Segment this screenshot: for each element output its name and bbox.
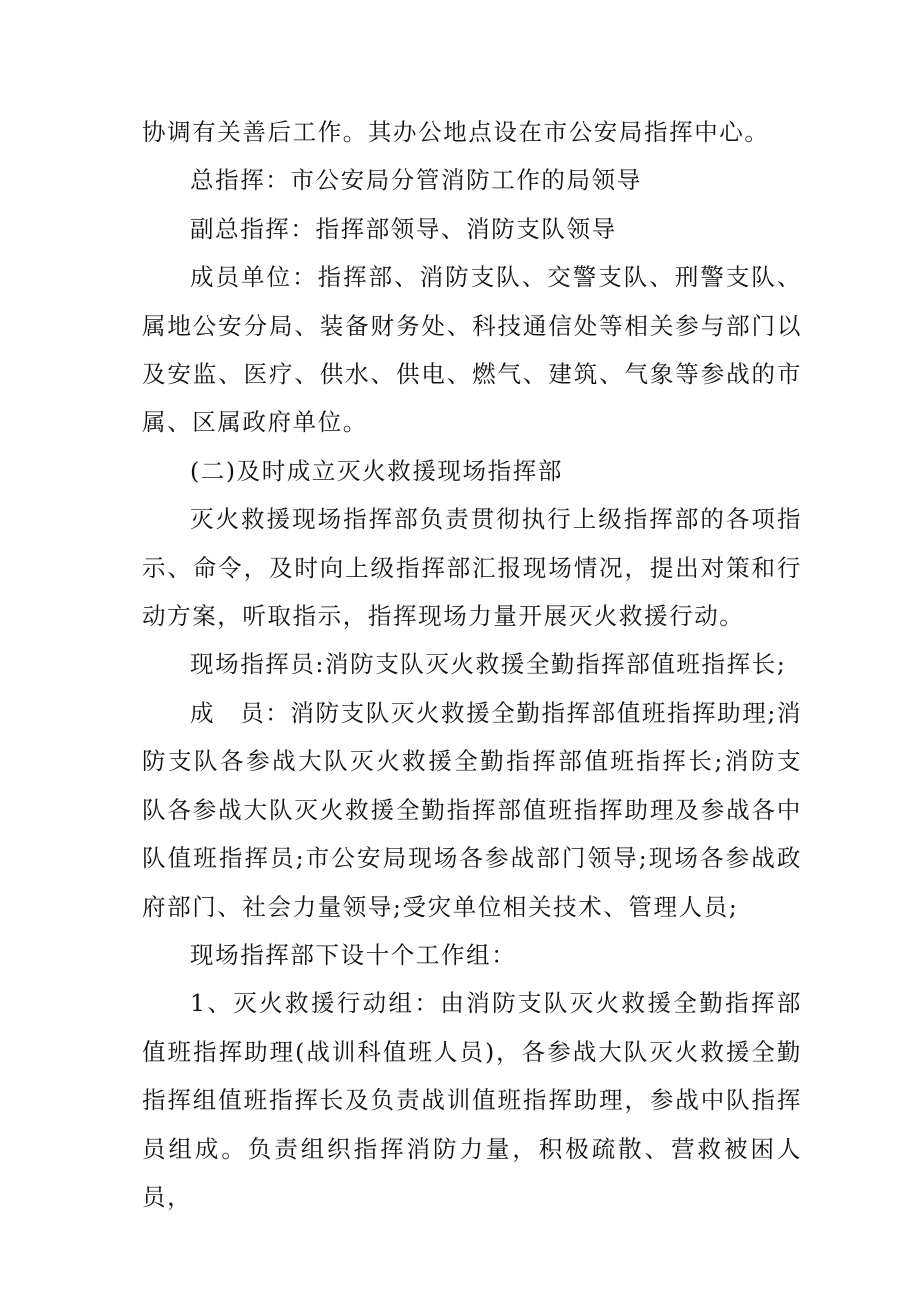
paragraph-3: 副总指挥：指挥部领导、消防支队领导 xyxy=(190,214,617,243)
paragraph-7: 现场指挥员:消防支队灭火救援全勤指挥部值班指挥长; xyxy=(190,650,787,679)
section-heading: (二)及时成立灭火救援现场指挥部 xyxy=(190,456,563,485)
paragraph-6: 灭火救援现场指挥部负责贯彻执行上级指挥部的各项指示、命令，及时向上级指挥部汇报现场情况，提出对策和行动方案，听取指示，指挥现场力量开展灭火救援行动。 xyxy=(142,505,802,631)
paragraph-10: 1、灭火救援行动组：由消防支队灭火救援全勤指挥部值班指挥助理(战训科值班人员)，各参战大队灭火救援全勤指挥组值班指挥长及负责战训值班指挥助理，参战中队指挥员组成。负责组织指挥消防力量，积极疏散、营救被困人员， xyxy=(142,989,802,1211)
paragraph-4: 成员单位：指挥部、消防支队、交警支队、刑警支队、属地公安分局、装备财务处、科技通信处等相关参与部门以及安监、医疗、供水、供电、燃气、建筑、气象等参战的市属、区属政府单位。 xyxy=(142,263,802,437)
document-page xyxy=(142,108,802,1221)
paragraph-8: 成 员：消防支队灭火救援全勤指挥部值班指挥助理;消防支队各参战大队灭火救援全勤指挥部值班指挥长;消防支队各参战大队灭火救援全勤指挥部值班指挥助理及参战各中队值班指挥员;市公安局现场各参战部门领导;现场各参战政府部门、社会力量领导;受灾单位相关技术、管理人员; xyxy=(142,698,802,921)
paragraph-1: 协调有关善后工作。其办公地点设在市公安局指挥中心。 xyxy=(142,118,770,146)
paragraph-2: 总指挥：市公安局分管消防工作的局领导 xyxy=(190,166,642,195)
paragraph-9: 现场指挥部下设十个工作组： xyxy=(190,940,517,969)
